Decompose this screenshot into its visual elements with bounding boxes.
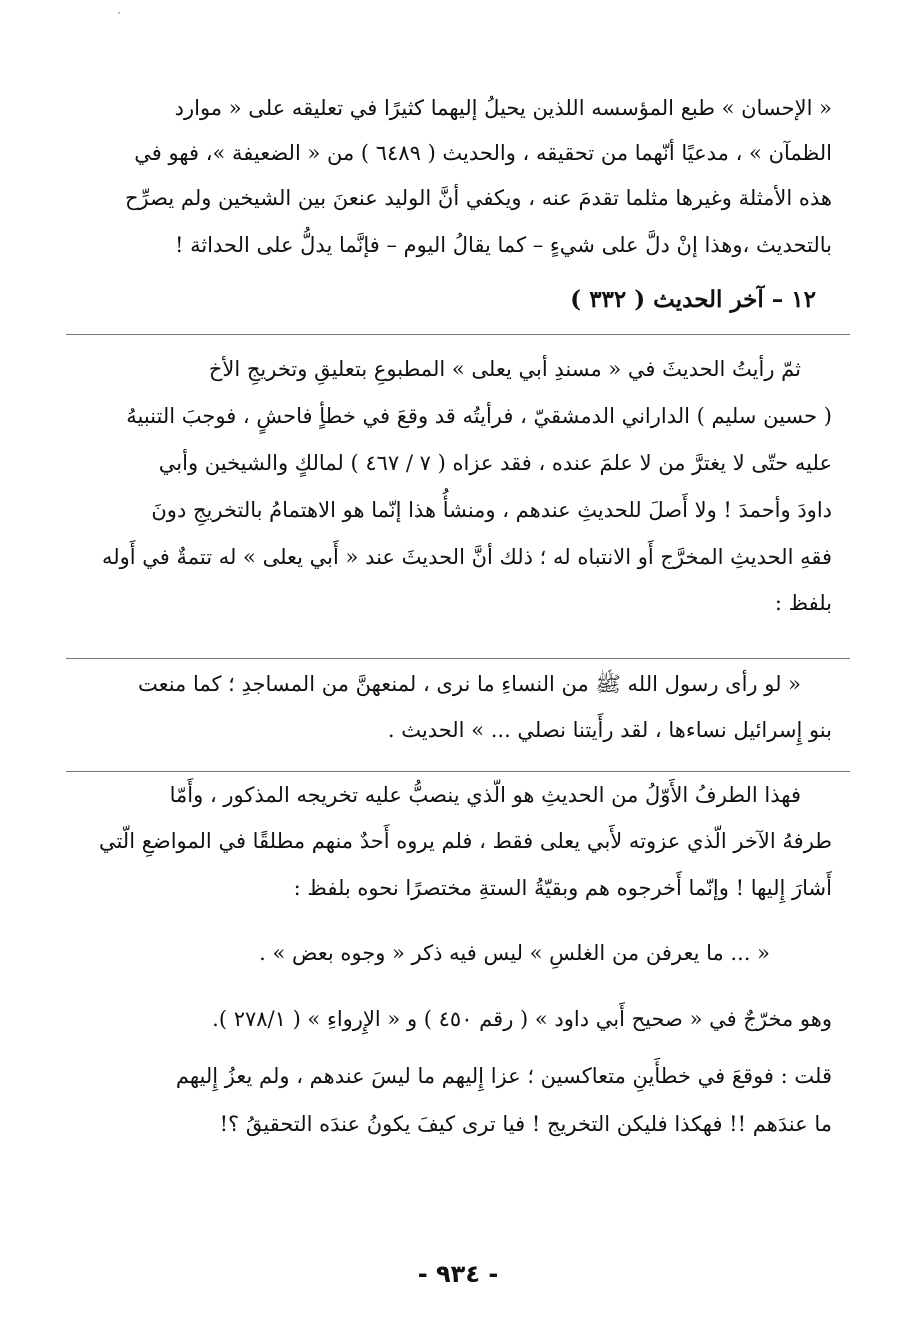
text-line: ما عندَهم !! فهكذا فليكن التخريج ! فيا ترى كيفَ يكونُ عندَه التحقيقُ ؟! [219, 1112, 832, 1136]
text-line: داودَ وأحمدَ ! ولا أَصلَ للحديثِ عندهم ، ومنشأُ هذا إنّما هو الاهتمامُ بالتخريجِ دونَ [151, 498, 832, 522]
divider-line [66, 658, 850, 659]
text-line: وهو مخرّجٌ في « صحيح أَبي داود » ( رقم ٤٥٠ ) و « الإِرواءِ » ( ٢٧٨/١ ). [212, 1007, 832, 1031]
text-line: طرفهُ الآخر الّذي عزوته لأَبي يعلى فقط ، فلم يروه أَحدٌ منهم مطلقًا في المواضعِ الّتي [98, 829, 832, 853]
quote-line: « ... ما يعرفن من الغلسِ » ليس فيه ذكر « وجوه بعض » . [259, 941, 770, 965]
text-line: عليه حتّى لا يغترَّ من لا علمَ عنده ، فقد عزاه ( ٧ / ٤٦٧ ) لمالكٍ والشيخين وأبي [158, 451, 832, 475]
text-line: أَشارَ إِليها ! وإنّما أَخرجوه هم وبقيّةُ الستةِ مختصرًا نحوه بلفظ : [293, 876, 832, 900]
quote-line: « لو رأى رسول الله ﷺ من النساءِ ما نرى ، لمنعهنَّ من المساجدِ ؛ كما منعت [137, 672, 801, 696]
section-heading: ١٢ – آخر الحديث ( ٣٣٢ ) [570, 286, 816, 313]
text-line: ( حسين سليم ) الداراني الدمشقيّ ، فرأيتُه قد وقعَ في خطأٍ فاحشٍ ، فوجبَ التنبيهُ [126, 404, 832, 428]
text-line: فقهِ الحديثِ المخرَّج أَو الانتباه له ؛ ذلك أنَّ الحديثَ عند « أَبي يعلى » له تتمةٌ في أَوله [101, 545, 832, 569]
divider-line [66, 771, 850, 772]
text-line: بالتحديث ،وهذا إنْ دلَّ على شيءٍ – كما يقالُ اليوم – فإنَّما يدلُّ على الحداثة ! [174, 233, 832, 257]
text-line: الظمآن » ، مدعيًا أنّهما من تحقيقه ، والحديث ( ٦٤٨٩ ) من « الضعيفة »، فهو في [134, 141, 832, 165]
text-line: قلت : فوقعَ في خطأَينِ متعاكسين ؛ عزا إِليهم ما ليسَ عندهم ، ولم يعزُ إِليهم [175, 1064, 832, 1088]
text-line: ثمّ رأيتُ الحديثَ في « مسندِ أبي يعلى » المطبوعِ بتعليقِ وتخريجِ الأخ [208, 357, 801, 381]
page-number: - ٩٣٤ - [417, 1260, 499, 1288]
text-line: فهذا الطرفُ الأَوّلُ من الحديثِ هو الّذي ينصبُّ عليه تخريجه المذكور ، وأَمّا [169, 783, 801, 807]
divider-line [66, 334, 850, 335]
text-line: بلفظ : [774, 591, 832, 615]
scan-speck [118, 12, 120, 14]
text-line: « الإحسان » طبع المؤسسه اللذين يحيلُ إليهما كثيرًا في تعليقه على « موارد [174, 96, 832, 120]
quote-line: بنو إِسرائيل نساءها ، لقد رأَيتنا نصلي ... » الحديث . [387, 718, 832, 742]
text-line: هذه الأمثلة وغيرها مثلما تقدمَ عنه ، ويكفي أنَّ الوليد عنعنَ بين الشيخين ولم يصرِّح [124, 186, 832, 210]
